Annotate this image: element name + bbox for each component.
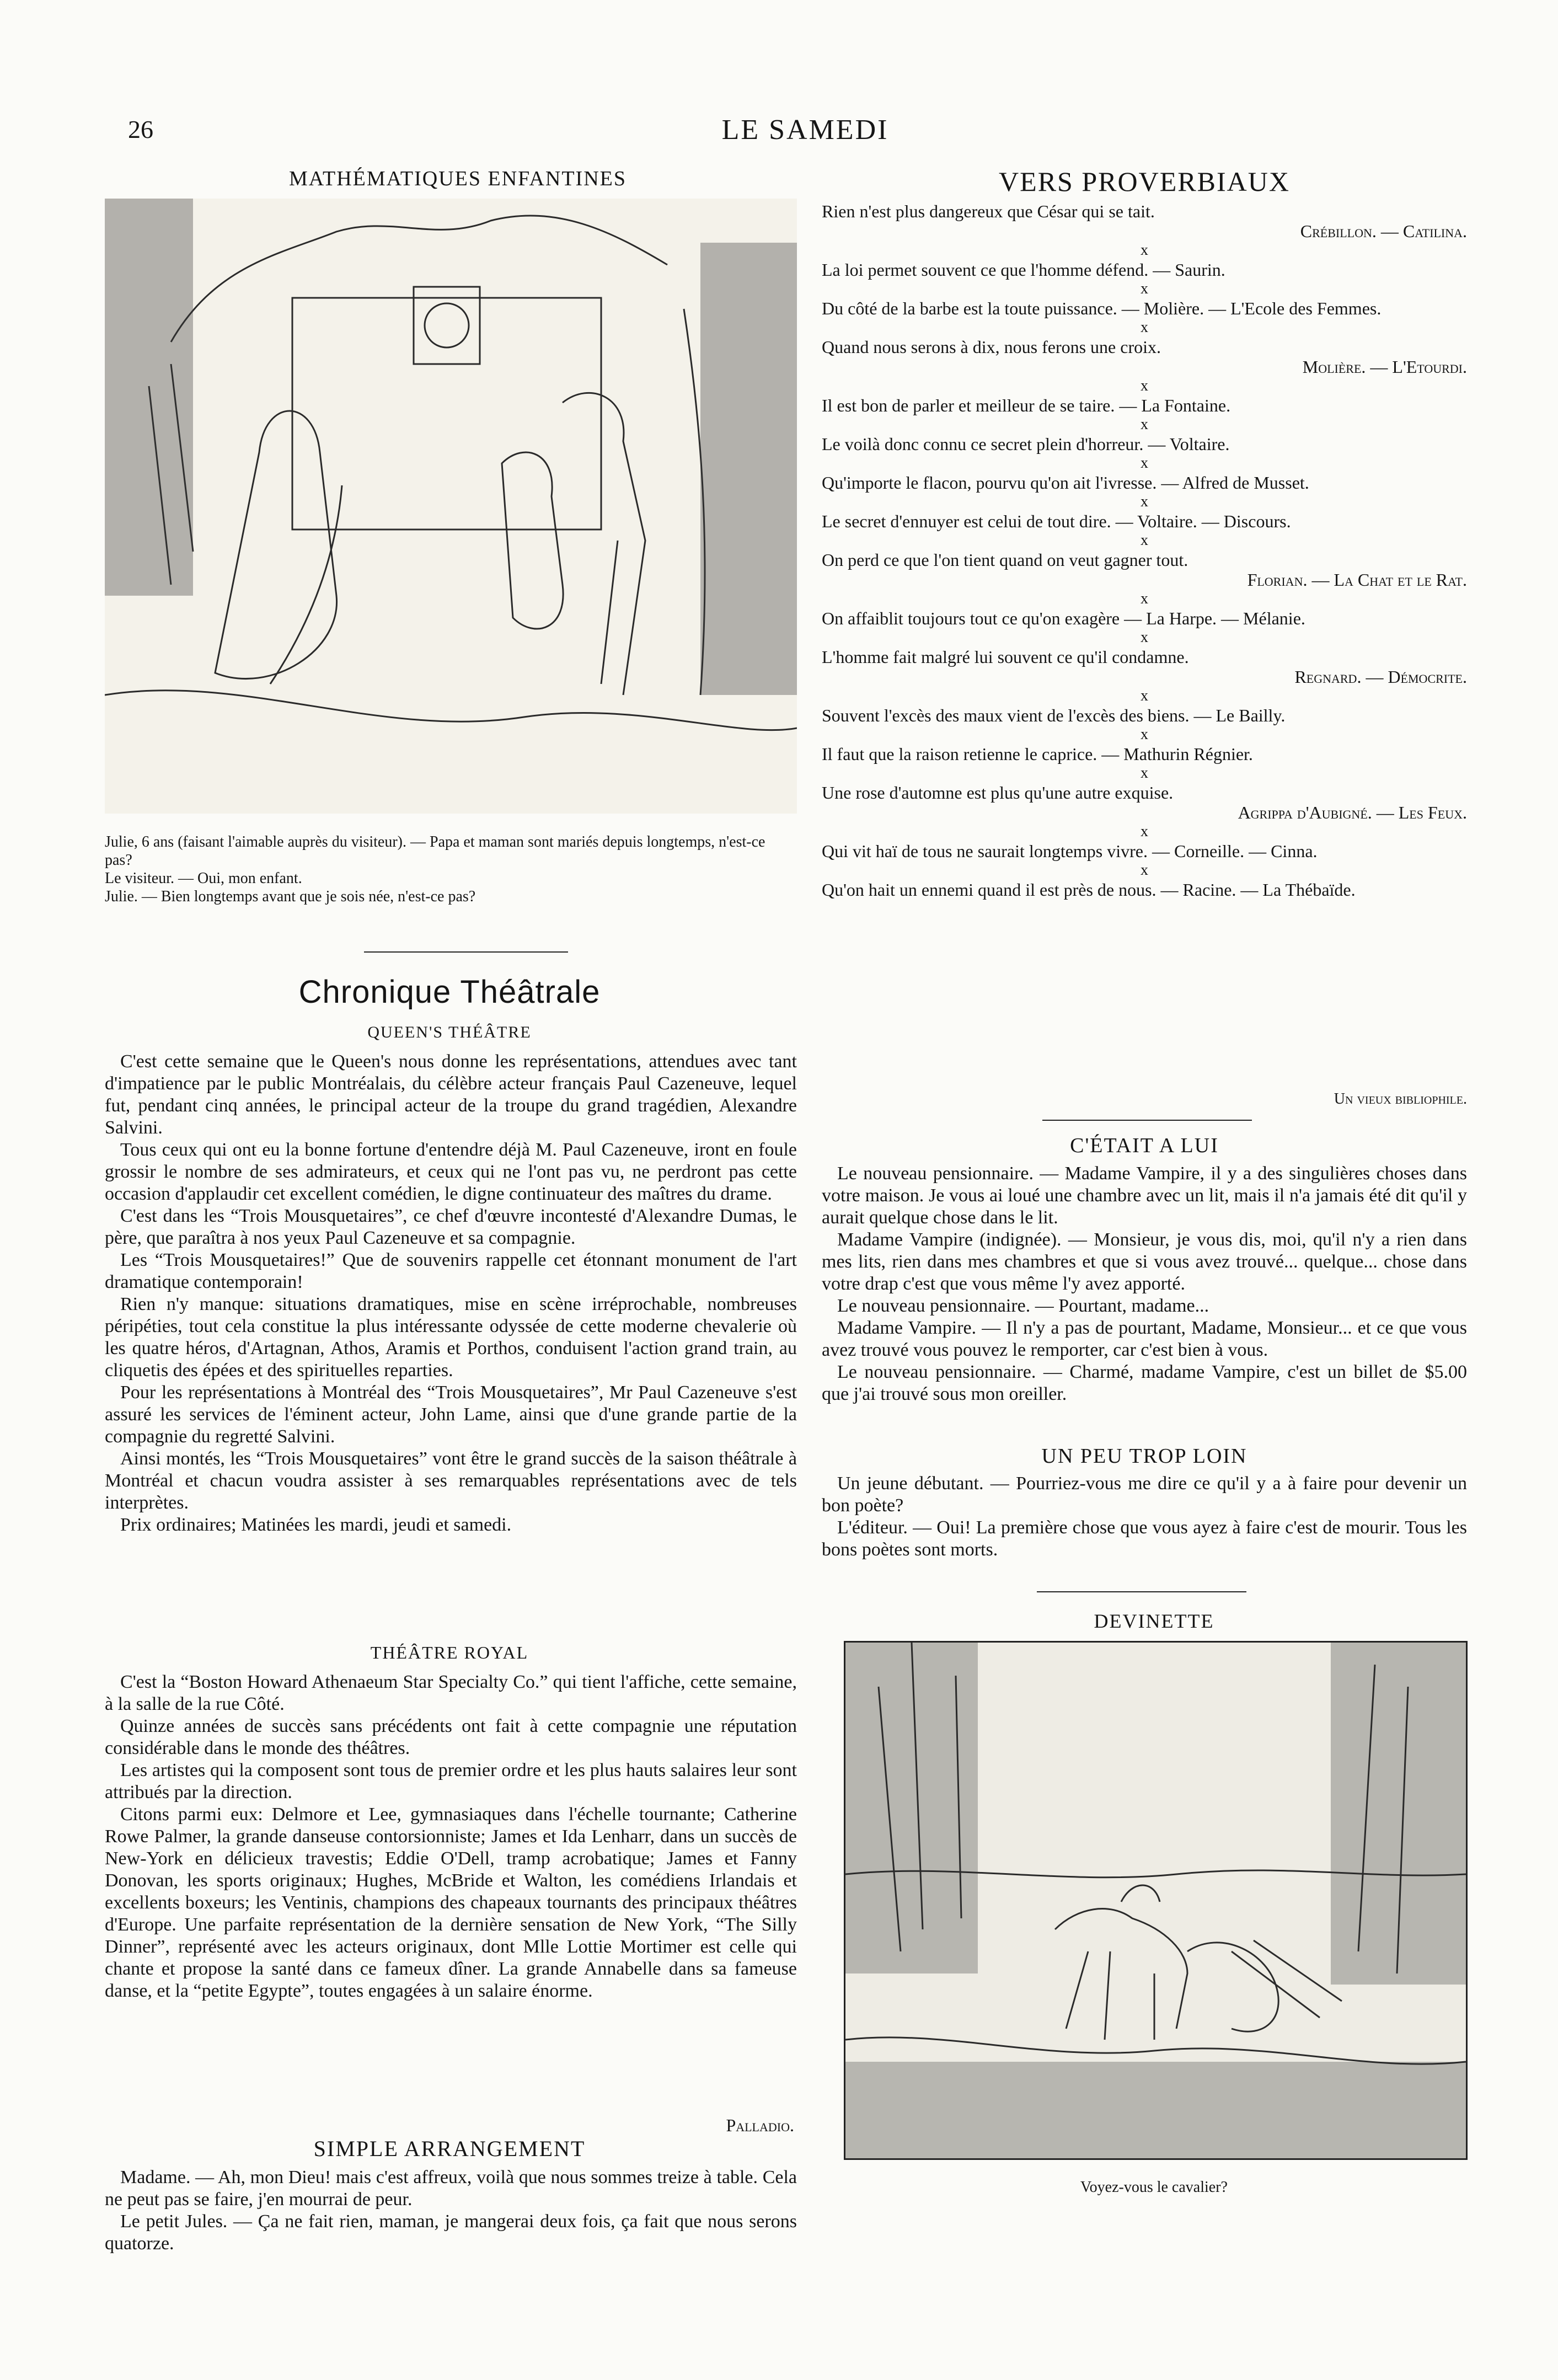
separator-mark: x bbox=[1141, 629, 1148, 646]
paragraph: Quinze années de succès sans précédents ont fait à cette compagnie une réputation considérable dans le monde des théâtres. bbox=[105, 1716, 797, 1758]
simple-title: SIMPLE ARRANGEMENT bbox=[313, 2136, 586, 2161]
illustration-title: MATHÉMATIQUES ENFANTINES bbox=[288, 167, 627, 190]
proverb-line: Rien n'est plus dangereux que César qui se tait. bbox=[822, 201, 1155, 221]
separator-mark: x bbox=[1141, 726, 1148, 743]
devinette-title: DEVINETTE bbox=[1094, 1610, 1214, 1632]
devinette-illustration bbox=[844, 1641, 1468, 2160]
separator-mark: x bbox=[1141, 823, 1148, 840]
separator-mark: x bbox=[1141, 377, 1148, 394]
vers-list bbox=[822, 201, 1467, 900]
etait-title: C'ÉTAIT A LUI bbox=[1070, 1134, 1219, 1157]
proverb-line: Une rose d'automne est plus qu'une autre exquise. bbox=[822, 783, 1174, 803]
separator-mark: x bbox=[1141, 532, 1148, 549]
queens-heading: QUEEN'S THÉÂTRE bbox=[367, 1023, 532, 1041]
paragraph: Ainsi montés, les “Trois Mousquetaires” vont être le grand succès de la saison théâtrale à Montréal et chacun voudra assister à ses remarquables représentations avec de tels interprètes. bbox=[105, 1448, 797, 1513]
separator-mark: x bbox=[1141, 764, 1148, 782]
devinette-caption: Voyez-vous le cavalier? bbox=[1080, 2179, 1228, 2196]
paragraph: L'éditeur. — Oui! La première chose que vous ayez à faire c'est de mourir. Tous les bons poètes sont morts. bbox=[822, 1517, 1467, 1560]
paragraph: Madame Vampire. — Il n'y a pas de pourtant, Madame, Monsieur... et ce que vous avez trouvé vous pouvez le remporter, car c'est bien à vous. bbox=[822, 1318, 1467, 1360]
separator-mark: x bbox=[1141, 280, 1148, 297]
paragraph: Tous ceux qui ont eu la bonne fortune d'entendre déjà M. Paul Cazeneuve, iront en foule grossir le nombre de ses admirateurs, et ceux qui ne l'ont pas vu, ne perdront pas cette occasion d'applaudir cet excellent comédien, le digne continuateur des maîtres du drame. bbox=[105, 1140, 797, 1204]
separator-mark: x bbox=[1141, 687, 1148, 704]
proverb-attribution: Agrippa d'Aubigné. — Les Feux. bbox=[1238, 803, 1467, 822]
paragraph: Les artistes qui la composent sont tous de premier ordre et les plus hauts salaires leur sont attribués par la direction. bbox=[105, 1760, 797, 1803]
proverb-line: Qui vit haï de tous ne saurait longtemps vivre. — Corneille. — Cinna. bbox=[822, 841, 1318, 861]
loin-title: UN PEU TROP LOIN bbox=[1041, 1445, 1248, 1468]
caption-line: Le visiteur. — Oui, mon enfant. bbox=[105, 870, 302, 887]
separator-mark: x bbox=[1141, 862, 1148, 879]
proverb-line: Il est bon de parler et meilleur de se taire. — La Fontaine. bbox=[822, 395, 1231, 415]
proverb-line: On perd ce que l'on tient quand on veut gagner tout. bbox=[822, 550, 1188, 570]
proverb-attribution: Regnard. — Démocrite. bbox=[1294, 667, 1467, 687]
loin-article bbox=[822, 1473, 1467, 1561]
separator-mark: x bbox=[1141, 319, 1148, 336]
proverb-line: Le voilà donc connu ce secret plein d'horreur. — Voltaire. bbox=[822, 434, 1230, 454]
queens-article bbox=[105, 1051, 797, 1536]
section-divider bbox=[1042, 1120, 1252, 1121]
proverb-line: Qu'importe le flacon, pourvu qu'on ait l'ivresse. — Alfred de Musset. bbox=[822, 473, 1309, 493]
proverb-line: On affaiblit toujours tout ce qu'on exagère — La Harpe. — Mélanie. bbox=[822, 608, 1305, 628]
paragraph: C'est dans les “Trois Mousquetaires”, ce chef d'œuvre incontesté d'Alexandre Dumas, le père, que paraîtra à nos yeux Paul Cazeneuve et sa compagnie. bbox=[105, 1206, 797, 1248]
paragraph: Rien n'y manque: situations dramatiques, mise en scène irréprochable, nombreuses péripéties, tout cela constitue la plus intéressante odyssée de cette moderne chevalerie où les quatre héros, d'Artagnan, Athos, Aramis et Porthos, conduisent l'action grand train, au cliquetis des épées et des spirituelles reparties. bbox=[105, 1294, 797, 1381]
illustration-caption bbox=[105, 833, 794, 906]
paragraph: Le nouveau pensionnaire. — Pourtant, madame... bbox=[837, 1296, 1209, 1316]
journal-title: LE SAMEDI bbox=[721, 114, 889, 146]
royal-heading: THÉÂTRE ROYAL bbox=[370, 1643, 529, 1662]
paragraph: Un jeune débutant. — Pourriez-vous me dire ce qu'il y a à faire pour devenir un bon poète? bbox=[822, 1473, 1467, 1516]
paragraph: Prix ordinaires; Matinées les mardi, jeudi et samedi. bbox=[120, 1515, 512, 1535]
proverb-line: L'homme fait malgré lui souvent ce qu'il condamne. bbox=[822, 647, 1189, 667]
chronique-title: Chronique Théâtrale bbox=[298, 974, 601, 1010]
family-illustration bbox=[105, 199, 797, 814]
separator-mark: x bbox=[1141, 242, 1148, 259]
caption-line: Julie, 6 ans (faisant l'aimable auprès du visiteur). — Papa et maman sont mariés depuis longtemps, n'est-ce pas? bbox=[105, 833, 765, 869]
simple-article bbox=[105, 2167, 797, 2255]
proverb-attribution: Molière. — L'Etourdi. bbox=[1302, 357, 1467, 377]
paragraph: C'est cette semaine que le Queen's nous donne les représentations, attendues avec tant d'impatience par le public Montréalais, du célèbre acteur français Paul Cazeneuve, lequel fut, pendant cinq années, le principal acteur de la troupe du grand tragédien, Alexandre Salvini. bbox=[105, 1051, 797, 1138]
section-divider bbox=[1037, 1591, 1246, 1592]
proverb-line: Souvent l'excès des maux vient de l'excès des biens. — Le Bailly. bbox=[822, 705, 1286, 725]
separator-mark: x bbox=[1141, 590, 1148, 607]
proverb-line: Quand nous serons à dix, nous ferons une croix. bbox=[822, 337, 1161, 357]
caption-line: Julie. — Bien longtemps avant que je sois née, n'est-ce pas? bbox=[105, 888, 476, 905]
paragraph: Le nouveau pensionnaire. — Charmé, madame Vampire, c'est un billet de $5.00 que j'ai trouvé sous mon oreiller. bbox=[822, 1362, 1467, 1404]
paragraph: Madame. — Ah, mon Dieu! mais c'est affreux, voilà que nous sommes treize à table. Cela ne peut pas se faire, j'en mourrai de peur. bbox=[105, 2167, 797, 2210]
proverb-line: Qu'on hait un ennemi quand il est près de nous. — Racine. — La Thébaïde. bbox=[822, 880, 1356, 900]
proverb-line: Il faut que la raison retienne le caprice. — Mathurin Régnier. bbox=[822, 744, 1253, 764]
paragraph: Le nouveau pensionnaire. — Madame Vampire, il y a des singulières choses dans votre maison. Je vous ai loué une chambre avec un lit, mais il n'a jamais été dit qu'il y aurait quelque chose dans le lit. bbox=[822, 1163, 1467, 1228]
paragraph: Pour les représentations à Montréal des “Trois Mousquetaires”, Mr Paul Cazeneuve s'est assuré les services de l'éminent acteur, John Lame, ainsi que d'une grande partie de la compagnie du regretté Salvini. bbox=[105, 1382, 797, 1447]
separator-mark: x bbox=[1141, 416, 1148, 433]
separator-mark: x bbox=[1141, 454, 1148, 472]
proverb-line: La loi permet souvent ce que l'homme défend. — Saurin. bbox=[822, 260, 1225, 280]
vers-signature: Un vieux bibliophile. bbox=[1334, 1090, 1467, 1108]
paragraph: Les “Trois Mousquetaires!” Que de souvenirs rappelle cet étonnant monument de l'art dramatique contemporain! bbox=[105, 1250, 797, 1292]
proverb-line: Du côté de la barbe est la toute puissance. — Molière. — L'Ecole des Femmes. bbox=[822, 298, 1382, 318]
etait-article bbox=[822, 1163, 1467, 1405]
chronique-signature: Palladio. bbox=[726, 2115, 794, 2135]
paragraph: Le petit Jules. — Ça ne fait rien, maman, je mangerai deux fois, ça fait que nous serons quatorze. bbox=[105, 2211, 797, 2254]
paragraph: Citons parmi eux: Delmore et Lee, gymnasiaques dans l'échelle tournante; Catherine Rowe Palmer, la grande danseuse contorsionniste; James et Ida Lenharr, dans un succès de New-York en délicieux travestis; Eddie O'Dell, tramp acrobatique; James et Fanny Donovan, les sports originaux; Hughes, McBride et Walton, les comédiens Irlandais et excellents boxeurs; les Ventinis, champions des chapeaux tournants des principaux théâtres d'Europe. Une parfaite représentation de la dernière sensation de New York, “The Silly Dinner”, représenté avec les acteurs originaux, dont Mlle Lottie Mortimer est celle qui chante et propose la santé dans ce fameux dîner. La grande Annabelle dans sa fameuse danse, et la “petite Egypte”, toutes engagées à un salaire énorme. bbox=[105, 1804, 797, 2001]
separator-mark: x bbox=[1141, 493, 1148, 510]
vers-title: VERS PROVERBIAUX bbox=[999, 166, 1290, 197]
proverb-attribution: Crébillon. — Catilina. bbox=[1300, 221, 1467, 241]
section-divider bbox=[364, 951, 568, 953]
proverb-attribution: Florian. — La Chat et le Rat. bbox=[1247, 570, 1467, 590]
proverb-line: Le secret d'ennuyer est celui de tout dire. — Voltaire. — Discours. bbox=[822, 511, 1291, 531]
page-number: 26 bbox=[128, 115, 153, 143]
paragraph: C'est la “Boston Howard Athenaeum Star Specialty Co.” qui tient l'affiche, cette semaine, à la salle de la rue Côté. bbox=[105, 1672, 797, 1714]
royal-article bbox=[105, 1671, 797, 2002]
paragraph: Madame Vampire (indignée). — Monsieur, je vous dis, moi, qu'il n'y a rien dans mes lits, rien dans mes chambres et que si vous avez trouvé... quelque... chose dans votre drap c'est que vous même l'y avez apporté. bbox=[822, 1229, 1467, 1294]
